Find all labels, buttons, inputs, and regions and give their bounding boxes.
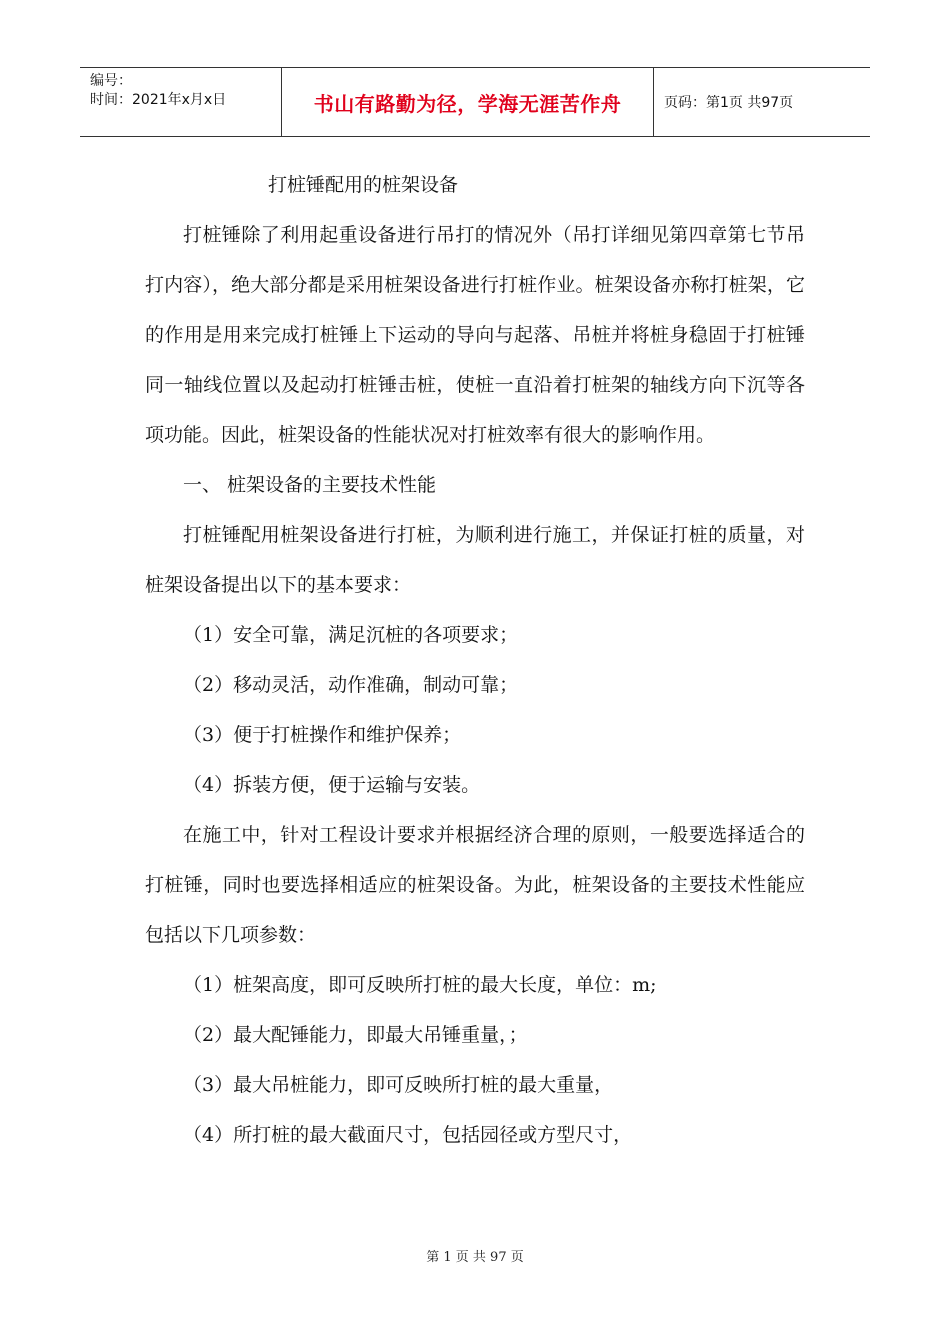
requirement-item: （3）便于打桩操作和维护保养；	[183, 724, 462, 746]
parameter-item: （2）最大配锤能力，即最大吊锤重量，；	[183, 1024, 528, 1046]
requirement-item: （2）移动灵活，动作准确，制动可靠；	[183, 674, 519, 696]
parameter-item: （1）桩架高度，即可反映所打桩的最大长度，单位：m;	[183, 974, 657, 996]
document-body	[145, 160, 805, 1160]
header-meta	[80, 68, 282, 136]
requirement-item: （1）安全可靠，满足沉桩的各项要求；	[183, 624, 519, 646]
parameters-intro-paragraph: 在施工中，针对工程设计要求并根据经济合理的原则，一般要选择适合的打桩锤，同时也要选择相适应的桩架设备。为此，桩架设备的主要技术性能应包括以下几项参数：	[145, 824, 805, 946]
parameter-item: （3）最大吊桩能力，即可反映所打桩的最大重量，	[183, 1074, 614, 1096]
section-heading: 一、 桩架设备的主要技术性能	[183, 474, 437, 496]
page-footer: 第 1 页 共 97 页	[426, 1250, 524, 1265]
parameter-item: （4）所打桩的最大截面尺寸，包括园径或方型尺寸，	[183, 1124, 633, 1146]
requirements-intro-paragraph: 打桩锤配用桩架设备进行打桩，为顺利进行施工，并保证打桩的质量，对桩架设备提出以下的基本要求：	[145, 524, 805, 596]
intro-paragraph: 打桩锤除了利用起重设备进行吊打的情况外（吊打详细见第四章第七节吊打内容），绝大部分都是采用桩架设备进行打桩作业。桩架设备亦称打桩架，它的作用是用来完成打桩锤上下运动的导向与起落、吊桩并将桩身稳固于打桩锤同一轴线位置以及起动打桩锤击桩，使桩一直沿着打桩架的轴线方向下沉等各项功能。因此，桩架设备的性能状况对打桩效率有很大的影响作用。	[145, 224, 805, 446]
document-number-label: 编号：	[90, 73, 132, 89]
header-motto: 书山有路勤为径，学海无涯苦作舟	[282, 68, 654, 136]
header-page-info: 页码：第1页 共97页	[664, 95, 794, 111]
document-title: 打桩锤配用的桩架设备	[268, 174, 459, 196]
page-header	[80, 67, 870, 137]
requirement-item: （4）拆装方便，便于运输与安装。	[183, 774, 481, 796]
document-date: 时间：2021年x月x日	[90, 92, 227, 108]
